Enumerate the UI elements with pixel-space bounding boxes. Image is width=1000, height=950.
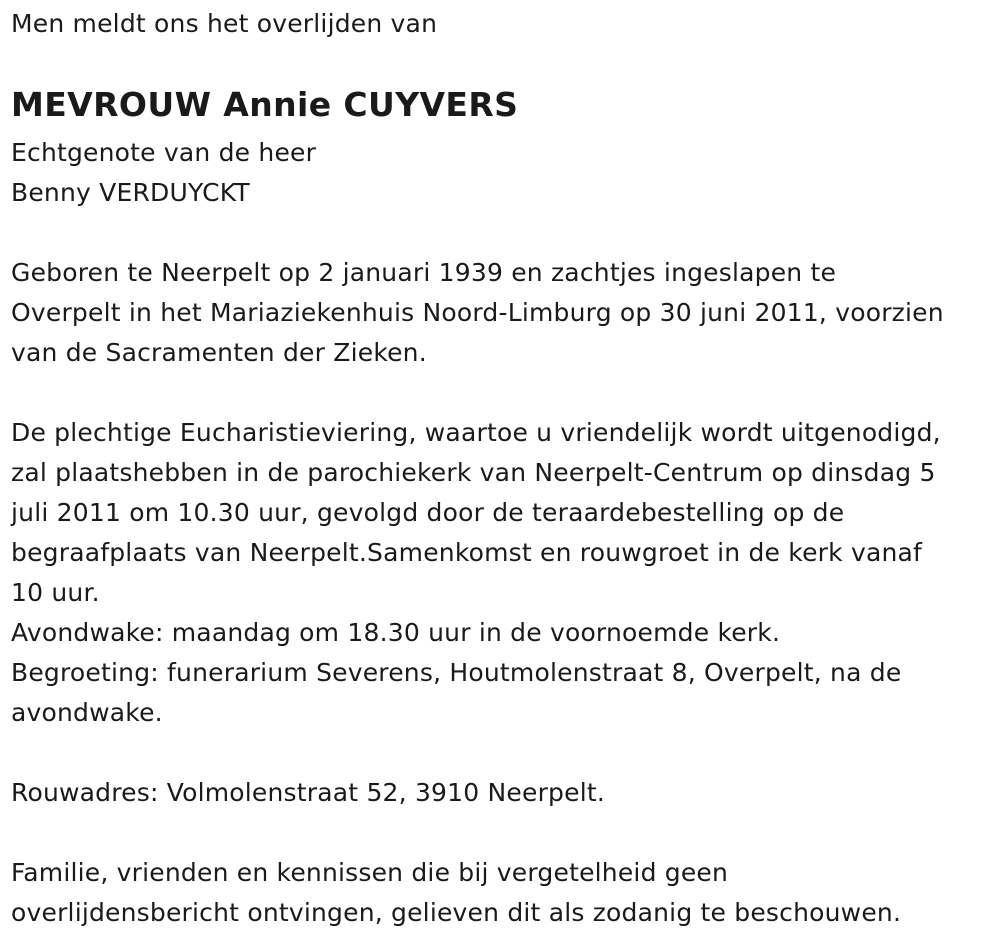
birth-death-line-3: van de Sacramenten der Zieken. bbox=[11, 338, 427, 367]
closing-line-2: overlijdensbericht ontvingen, gelieven dit als zodanig te beschouwen. bbox=[11, 898, 902, 927]
greeting-line-2: avondwake. bbox=[11, 698, 163, 727]
wake-line: Avondwake: maandag om 18.30 uur in de voornoemde kerk. bbox=[11, 618, 781, 647]
birth-death-line-2: Overpelt in het Mariaziekenhuis Noord-Limburg op 30 juni 2011, voorzien bbox=[11, 298, 944, 327]
closing-line-1: Familie, vrienden en kennissen die bij vergetelheid geen bbox=[11, 858, 729, 887]
funeral-line-1: De plechtige Eucharistieviering, waartoe u vriendelijk wordt uitgenodigd, bbox=[11, 418, 941, 447]
greeting-line-1: Begroeting: funerarium Severens, Houtmolenstraat 8, Overpelt, na de bbox=[11, 658, 902, 687]
funeral-line-2: zal plaatshebben in de parochiekerk van Neerpelt-Centrum op dinsdag 5 bbox=[11, 458, 936, 487]
funeral-line-3: juli 2011 om 10.30 uur, gevolgd door de teraardebestelling op de bbox=[11, 498, 845, 527]
spouse-line-1: Echtgenote van de heer bbox=[11, 138, 317, 167]
spouse-line-2: Benny VERDUYCKT bbox=[11, 178, 250, 207]
birth-death-line-1: Geboren te Neerpelt op 2 januari 1939 en zachtjes ingeslapen te bbox=[11, 258, 837, 287]
deceased-name: MEVROUW Annie CUYVERS bbox=[11, 85, 519, 124]
funeral-line-4: begraafplaats van Neerpelt.Samenkomst en rouwgroet in de kerk vanaf bbox=[11, 538, 923, 567]
funeral-line-5: 10 uur. bbox=[11, 578, 100, 607]
mourning-address: Rouwadres: Volmolenstraat 52, 3910 Neerpelt. bbox=[11, 778, 606, 807]
intro-text: Men meldt ons het overlijden van bbox=[11, 9, 438, 38]
